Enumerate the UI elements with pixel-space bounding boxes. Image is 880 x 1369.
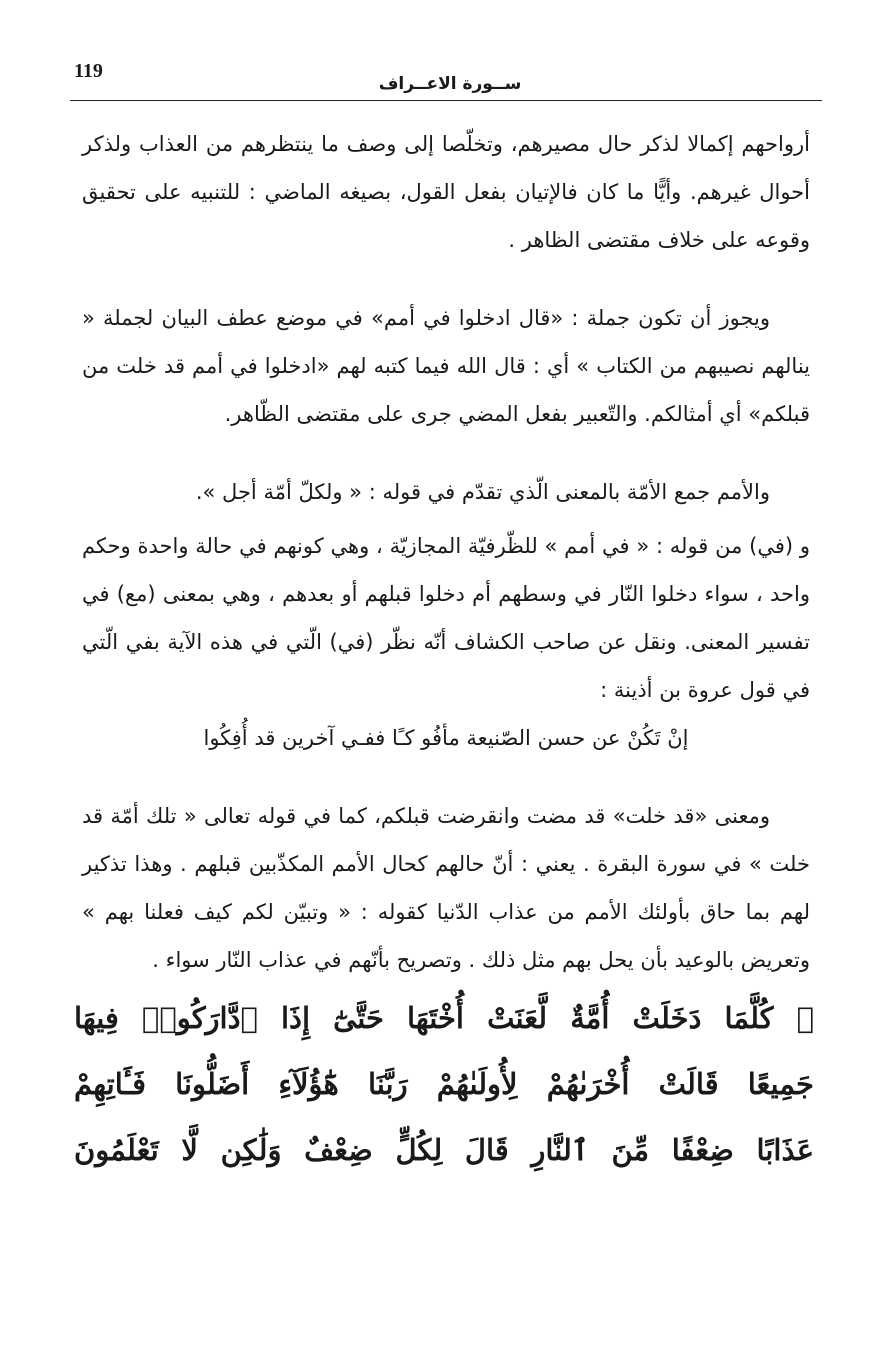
quran-verse-line: عَذَابًا ضِعْفًا مِّنَ ٱلنَّارِ قَالَ لِكُلٍّ ضِعْفٌ وَلَٰكِن لَّا تَعْلَمُونَ — [74, 1133, 814, 1167]
commentary-paragraph: والأمم جمع الأمّة بالمعنى الّذي تقدّم في قوله : « ولكلّ أمّة أجل ». — [195, 480, 770, 504]
running-title: ســورة الاعــراف — [378, 74, 522, 94]
quran-verse-block — [74, 985, 814, 1183]
quran-verse-line: جَمِيعًا قَالَتْ أُخْرَىٰهُمْ لِأُولَىٰهُمْ رَبَّنَا هَٰٓؤُلَآءِ أَضَلُّونَا فَـَٔاتِهِمْ — [74, 1067, 814, 1101]
commentary-text — [82, 120, 810, 984]
quran-verse-line: ﴿ كُلَّمَا دَخَلَتْ أُمَّةٌ لَّعَنَتْ أُخْتَهَا حَتَّىٰٓ إِذَا ٱدَّارَكُوا۟ فِيهَا — [74, 1001, 814, 1035]
commentary-paragraph: ومعنى «قد خلت» قد مضت وانقرضت قبلكم، كما في قوله تعالى « تلك أمّة قد خلت » في سورة البقرة . يعني : أنّ حالهم كحال الأمم المكذّبين قبلهم . وهذا تذكير لهم بما حاق بأولئك الأمم من عذاب الدّنيا كقوله : « وتبيّن لكم كيف فعلنا بهم » وتعريض بالوعيد بأن يحل بهم مثل ذلك . وتصريح بأنّهم في عذاب النّار سواء . — [82, 804, 810, 972]
paragraph-gap — [82, 438, 810, 468]
commentary-paragraph: ويجوز أن تكون جملة : «قال ادخلوا في أمم» في موضع عطف البيان لجملة « ينالهم نصيبهم من الكتاب » أي : قال الله فيما كتبه لهم «ادخلوا في أمم قد خلت من قبلكم» أي أمثالكم. والتّعبير بفعل المضي جرى على مقتضى الظّاهر. — [82, 306, 810, 426]
header-divider — [70, 100, 822, 101]
paragraph-gap — [82, 264, 810, 294]
commentary-paragraph: و (في) من قوله : « في أمم » للظّرفيّة المجازيّة ، وهي كونهم في حالة واحدة وحكم واحد ، سواء دخلوا النّار في وسطهم أم دخلوا قبلهم أو بعدهم ، وهي بمعنى (مع) في تفسير المعنى. ونقل عن صاحب الكشاف أنّه نظّر (في) الّتي في هذه الآية بفي الّتي في قول عروة بن أذينة : — [82, 534, 810, 702]
poetry-verse: إنْ تَكُنْ عن حسن الصّنيعة مأفُو كـًا ففـي آخرين قد أُفِكُوا — [203, 726, 689, 750]
page-number: 119 — [74, 60, 103, 82]
paragraph-gap — [82, 762, 810, 792]
commentary-paragraph: أرواحهم إكمالا لذكر حال مصيرهم، وتخلّصا إلى وصف ما ينتظرهم من العذاب ولذكر أحوال غيرهم. وأيًّا ما كان فالإتيان بفعل القول، بصيغه الماضي : للتنبيه على تحقيق وقوعه على خلاف مقتضى الظاهر . — [82, 132, 810, 252]
